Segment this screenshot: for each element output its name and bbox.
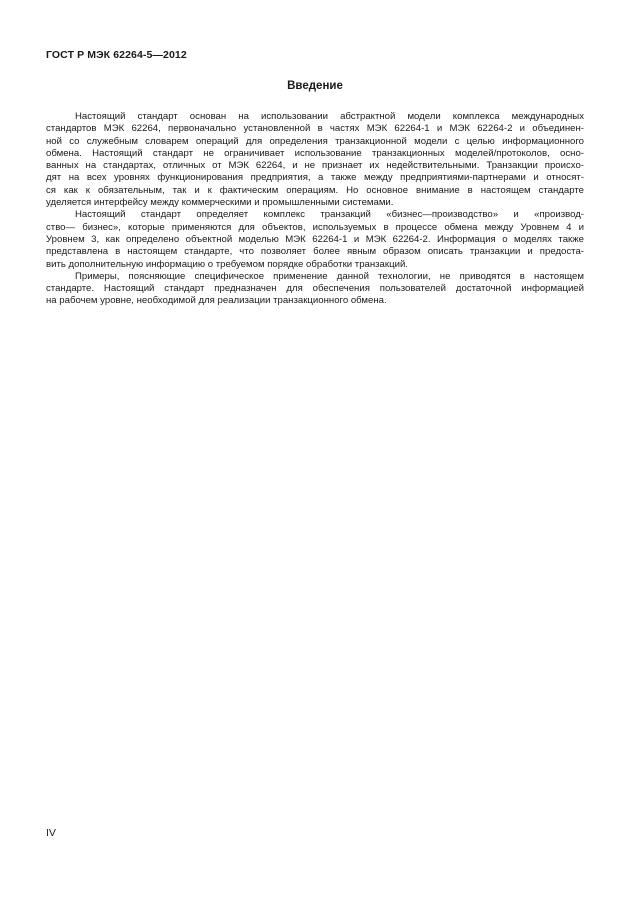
text-line: стандартов МЭК 62264, первоначально установленной в частях МЭК 62264-1 и МЭК 62264-2 и объединен- (46, 123, 584, 135)
paragraph (46, 111, 584, 209)
text-line: Настоящий стандарт основан на использовании абстрактной модели комплекса международных (75, 111, 584, 122)
text-line: Настоящий стандарт определяет комплекс транзакций «бизнес—производство» и «производ- (75, 209, 584, 221)
text-line: Уровнем 3, как определено объектной моделью МЭК 62264-1 и МЭК 62264-2. Информация о моделях также (46, 233, 584, 245)
text-line: Примеры, поясняющие специфическое применение данной технологии, не приводятся в настоящем (75, 270, 584, 282)
text-line: вить дополнительную информацию о требуемом порядке обработки транзакций. (46, 258, 408, 270)
text-line: на рабочем уровне, необходимой для реализации транзакционного обмена. (46, 295, 387, 307)
text-line: обмена. Настоящий стандарт не ограничивает использование транзакционных моделей/протоколов, осно- (46, 147, 584, 159)
text-line: ство— бизнес», которые применяются для объектов, используемых в процессе обмена между Уровнем 4 и (46, 221, 584, 233)
text-line: стандарте. Настоящий стандарт предназначен для обеспечения пользователей достаточной информацией (46, 283, 584, 295)
page-number: IV (46, 827, 56, 839)
paragraph (46, 271, 584, 308)
text-line: ванных на стандартах, отличных от МЭК 62264, и не признает их недействительными. Транзакции происхо- (46, 160, 584, 172)
text-line: ной со служебным словарем операций для определения транзакционной модели с целью информационного (46, 135, 584, 147)
text-line: представлена в настоящем стандарте, что позволяет более явным образом описать транзакции и предоста- (46, 246, 584, 258)
document-code-header: ГОСТ Р МЭК 62264-5—2012 (46, 49, 187, 61)
paragraph (46, 209, 584, 270)
text-line: ся как к обязательным, так и к фактическим операциям. Но основное внимание в настоящем стандарте (46, 184, 584, 196)
section-title: Введение (287, 80, 343, 92)
text-line: уделяется интерфейсу между коммерческими и промышленными системами. (46, 197, 394, 209)
body-text (46, 111, 584, 308)
text-line: дят на всех уровнях функционирования предприятия, а также между предприятиями-партнерами и относят- (46, 172, 584, 184)
